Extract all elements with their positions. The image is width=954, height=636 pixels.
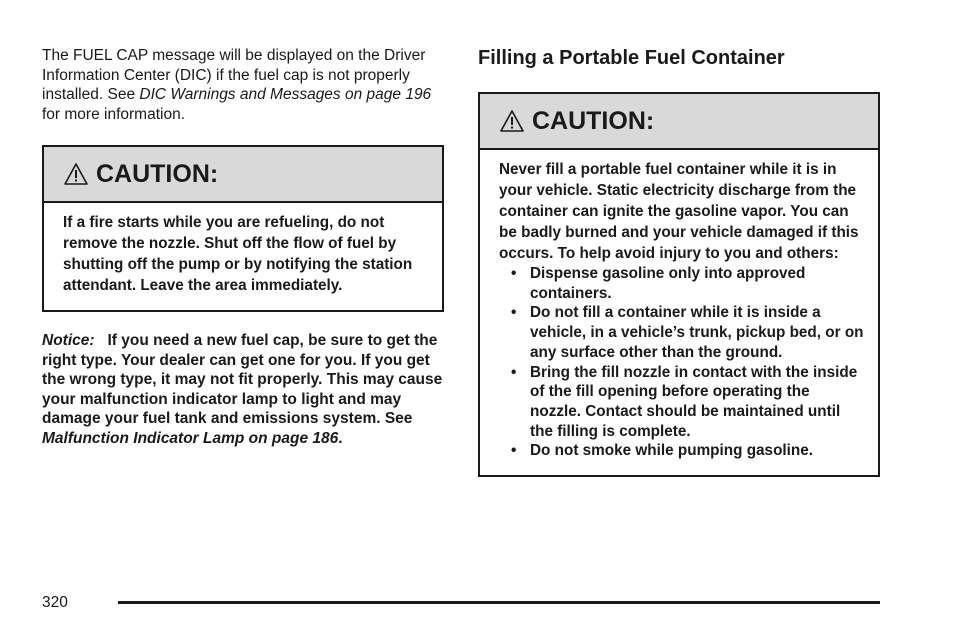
- caution-heading: CAUTION:: [532, 106, 655, 135]
- notice-end: .: [338, 429, 343, 447]
- list-item: • Do not fill a container while it is inside a vehicle, in a vehicle’s trunk, pickup bed, or on any surface other than the ground.: [511, 303, 864, 362]
- warning-triangle-icon: [64, 162, 88, 186]
- caution-heading: CAUTION:: [96, 159, 219, 188]
- refueling-caution-box: [42, 145, 444, 312]
- malfunction-lamp-reference: Malfunction Indicator Lamp on page 186: [42, 429, 339, 447]
- portable-container-caution-box: [478, 92, 880, 477]
- caution-text: Never fill a portable fuel container while it is in your vehicle. Static electricity discharge from the container can ignite the gasoline vapor. You can be badly burned and your vehicle damaged if this occurs. To help avoid injury to you and others:: [499, 161, 859, 262]
- notice-text: If you need a new fuel cap, be sure to get the right type. Your dealer can get one for you. If you get the wrong type, it may not fit properly. This may cause your malfunction indicator lamp to light and may damage your fuel tank and emissions system. See: [42, 332, 443, 427]
- caution-header: [480, 94, 878, 150]
- caution-body: If a fire starts while you are refueling, do not remove the nozzle. Shut off the flow of fuel by shutting off the pump or by notifying the station attendant. Leave the area immediately.: [63, 214, 413, 294]
- caution-header: [44, 147, 442, 203]
- right-column: [478, 46, 880, 477]
- fuel-cap-intro: [42, 46, 444, 124]
- list-item: • Bring the fill nozzle in contact with the inside of the fill opening before operating the nozzle. Contact should be maintained until the filling is complete.: [511, 363, 864, 442]
- footer-rule: [118, 601, 880, 604]
- notice-label: Notice:: [42, 332, 95, 349]
- caution-bullet-list: [499, 264, 864, 461]
- warning-triangle-icon: [500, 109, 524, 133]
- dic-warnings-reference: DIC Warnings and Messages on page 196: [139, 86, 432, 103]
- page-number: 320: [42, 594, 68, 611]
- intro-text-end: for more information.: [42, 105, 185, 123]
- fuel-cap-notice: [42, 331, 444, 448]
- section-title: Filling a Portable Fuel Container: [478, 47, 785, 69]
- list-item: • Do not smoke while pumping gasoline.: [511, 441, 864, 461]
- left-column: [42, 46, 444, 448]
- caution-body: [480, 150, 878, 475]
- list-item: • Dispense gasoline only into approved containers.: [511, 264, 864, 303]
- intro-text: The FUEL CAP message will be displayed on the Driver Information Center (DIC) if the fuel cap is not properly installed. See: [42, 47, 426, 103]
